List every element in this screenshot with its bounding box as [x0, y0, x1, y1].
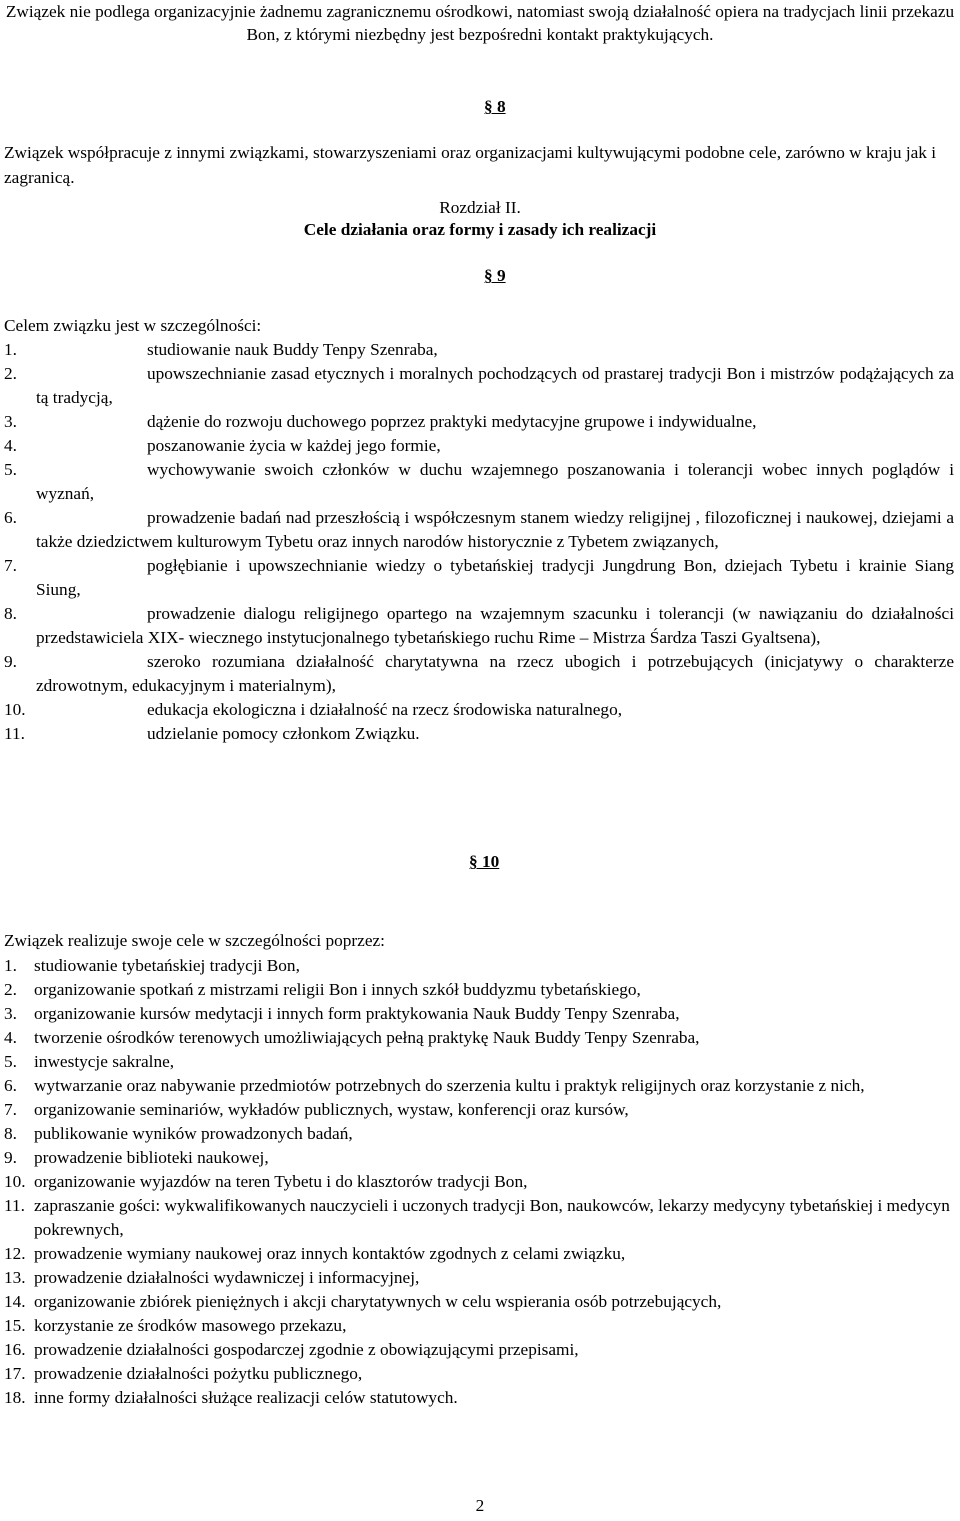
list-item — [4, 1002, 954, 1026]
list-item — [4, 506, 954, 554]
list-item — [4, 1314, 954, 1338]
item-number: 11. — [4, 1196, 25, 1215]
item-number: 18. — [4, 1388, 26, 1407]
chapter-label: Rozdział II. — [439, 198, 521, 217]
item-text: organizowanie kursów medytacji i innych form praktykowania Nauk Buddy Tenpy Szenraba, — [34, 1004, 680, 1023]
item-text: szeroko rozumiana działalność charytatywna na rzecz ubogich i potrzebujących (inicjatywy o charakterze zdrowotnym, edukacyjnym i materialnym), — [36, 652, 954, 695]
list-item — [4, 1338, 954, 1362]
list-item — [4, 1266, 954, 1290]
list-item — [4, 1194, 954, 1242]
item-text: zapraszanie gości: wykwalifikowanych nauczycieli i uczonych tradycji Bon, naukowców, lekarzy medycyny tybetańskiej i medycyn pokrewnych, — [34, 1196, 950, 1239]
list-item — [4, 1170, 954, 1194]
item-text: prowadzenie dialogu religijnego opartego na wzajemnym szacunku i tolerancji (w nawiązaniu do działalności przedstawiciela XIX- wiecznego instytucjonalnego tybetańskiego ruchu Rime – Mistrza Śardza Taszi Gyaltsena), — [36, 604, 954, 647]
list-item — [4, 410, 954, 434]
item-text: prowadzenie działalności gospodarczej zgodnie z obowiązującymi przepisami, — [34, 1340, 579, 1359]
list-item — [4, 554, 954, 602]
list-item — [4, 1290, 954, 1314]
item-number: 6. — [4, 1076, 17, 1095]
item-text: prowadzenie badań nad przeszłością i współczesnym stanem wiedzy religijnej , filozoficznej i naukowej, dziejami a także dziedzictwem kulturowym Tybetu oraz innych narodów historycznie z Tybetem związanych, — [36, 508, 954, 551]
item-text: studiowanie tybetańskiej tradycji Bon, — [34, 956, 300, 975]
item-number: 14. — [4, 1292, 26, 1311]
item-text: edukacja ekologiczna i działalność na rzecz środowiska naturalnego, — [147, 700, 623, 719]
item-number: 13. — [4, 1268, 26, 1287]
item-text: organizowanie wyjazdów na teren Tybetu i do klasztorów tradycji Bon, — [34, 1172, 528, 1191]
item-number: 5. — [4, 460, 17, 479]
item-text: prowadzenie wymiany naukowej oraz innych kontaktów zgodnych z celami związku, — [34, 1244, 626, 1263]
item-text: studiowanie nauk Buddy Tenpy Szenraba, — [147, 340, 438, 359]
item-number: 2. — [4, 980, 17, 999]
list-item — [4, 722, 954, 746]
item-number: 1. — [4, 340, 17, 359]
item-number: 16. — [4, 1340, 26, 1359]
list-item — [4, 1122, 954, 1146]
item-number: 17. — [4, 1364, 26, 1383]
item-number: 5. — [4, 1052, 17, 1071]
item-text: wychowywanie swoich członków w duchu wzajemnego poszanowania i tolerancji wobec innych poglądów i wyznań, — [36, 460, 954, 503]
item-text: wytwarzanie oraz nabywanie przedmiotów potrzebnych do szerzenia kultu i praktyk religijnych oraz korzystanie z nich, — [34, 1076, 865, 1095]
means-list — [4, 954, 954, 1410]
item-text: organizowanie spotkań z mistrzami religii Bon i innych szkół buddyzmu tybetańskiego, — [34, 980, 641, 999]
item-text: publikowanie wyników prowadzonych badań, — [34, 1124, 353, 1143]
list-item — [4, 458, 954, 506]
means-lead: Związek realizuje swoje cele w szczególności poprzez: — [4, 931, 385, 950]
list-item — [4, 1362, 954, 1386]
item-text: inne formy działalności służące realizacji celów statutowych. — [34, 1388, 458, 1407]
item-number: 9. — [4, 652, 17, 671]
list-item — [4, 978, 954, 1002]
list-item — [4, 602, 954, 650]
item-text: prowadzenie działalności pożytku publicznego, — [34, 1364, 363, 1383]
list-item — [4, 1050, 954, 1074]
section-9-heading: § 9 — [484, 266, 506, 285]
item-number: 7. — [4, 1100, 17, 1119]
item-text: organizowanie seminariów, wykładów publicznych, wystaw, konferencji oraz kursów, — [34, 1100, 629, 1119]
list-item — [4, 954, 954, 978]
item-text: korzystanie ze środków masowego przekazu, — [34, 1316, 347, 1335]
section-8-paragraph: Związek współpracuje z innymi związkami, stowarzyszeniami oraz organizacjami kultywującymi podobne cele, zarówno w kraju jak i zagranicą. — [4, 143, 937, 187]
item-text: poszanowanie życia w każdej jego formie, — [147, 436, 441, 455]
list-item — [4, 650, 954, 698]
item-text: prowadzenie biblioteki naukowej, — [34, 1148, 269, 1167]
list-item — [4, 362, 954, 410]
item-number: 11. — [4, 724, 25, 743]
item-number: 12. — [4, 1244, 26, 1263]
list-item — [4, 698, 954, 722]
item-text: udzielanie pomocy członkom Związku. — [147, 724, 420, 743]
item-number: 1. — [4, 956, 17, 975]
item-number: 9. — [4, 1148, 17, 1167]
section-10-heading: § 10 — [469, 852, 500, 871]
item-number: 4. — [4, 1028, 17, 1047]
item-number: 8. — [4, 604, 17, 623]
page-number: 2 — [475, 1496, 485, 1515]
list-item — [4, 1146, 954, 1170]
item-number: 3. — [4, 412, 17, 431]
list-item — [4, 1386, 954, 1410]
list-item — [4, 1242, 954, 1266]
list-item — [4, 338, 954, 362]
goals-lead: Celem związku jest w szczególności: — [4, 316, 262, 335]
item-number: 10. — [4, 700, 26, 719]
item-number: 8. — [4, 1124, 17, 1143]
item-number: 3. — [4, 1004, 17, 1023]
item-text: pogłębianie i upowszechnianie wiedzy o tybetańskiej tradycji Jungdrung Bon, dziejach Tybetu i krainie Siang Siung, — [36, 556, 954, 599]
item-text: dążenie do rozwoju duchowego poprzez praktyki medytacyjne grupowe i indywidualne, — [147, 412, 757, 431]
item-number: 7. — [4, 556, 17, 575]
item-number: 4. — [4, 436, 17, 455]
list-item — [4, 1074, 954, 1098]
item-text: organizowanie zbiórek pieniężnych i akcji charytatywnych w celu wspierania osób potrzebujących, — [34, 1292, 722, 1311]
list-item — [4, 1026, 954, 1050]
item-text: tworzenie ośrodków terenowych umożliwiających pełną praktykę Nauk Buddy Tenpy Szenraba, — [34, 1028, 700, 1047]
item-number: 15. — [4, 1316, 26, 1335]
chapter-title: Cele działania oraz formy i zasady ich realizacji — [303, 220, 657, 239]
item-number: 10. — [4, 1172, 26, 1191]
item-number: 6. — [4, 508, 17, 527]
list-item — [4, 1098, 954, 1122]
intro-paragraph: Związek nie podlega organizacyjnie żadnemu zagranicznemu ośrodkowi, natomiast swoją działalność opiera na tradycjach linii przekazu Bon, z którymi niezbędny jest bezpośredni kontakt praktykujących. — [5, 2, 955, 44]
item-text: inwestycje sakralne, — [34, 1052, 175, 1071]
section-8-heading: § 8 — [484, 97, 506, 116]
item-text: upowszechnianie zasad etycznych i moralnych pochodzących od prastarej tradycji Bon i mistrzów podążających za tą tradycją, — [36, 364, 954, 407]
item-number: 2. — [4, 364, 17, 383]
list-item — [4, 434, 954, 458]
goals-list — [4, 338, 954, 746]
item-text: prowadzenie działalności wydawniczej i informacyjnej, — [34, 1268, 420, 1287]
